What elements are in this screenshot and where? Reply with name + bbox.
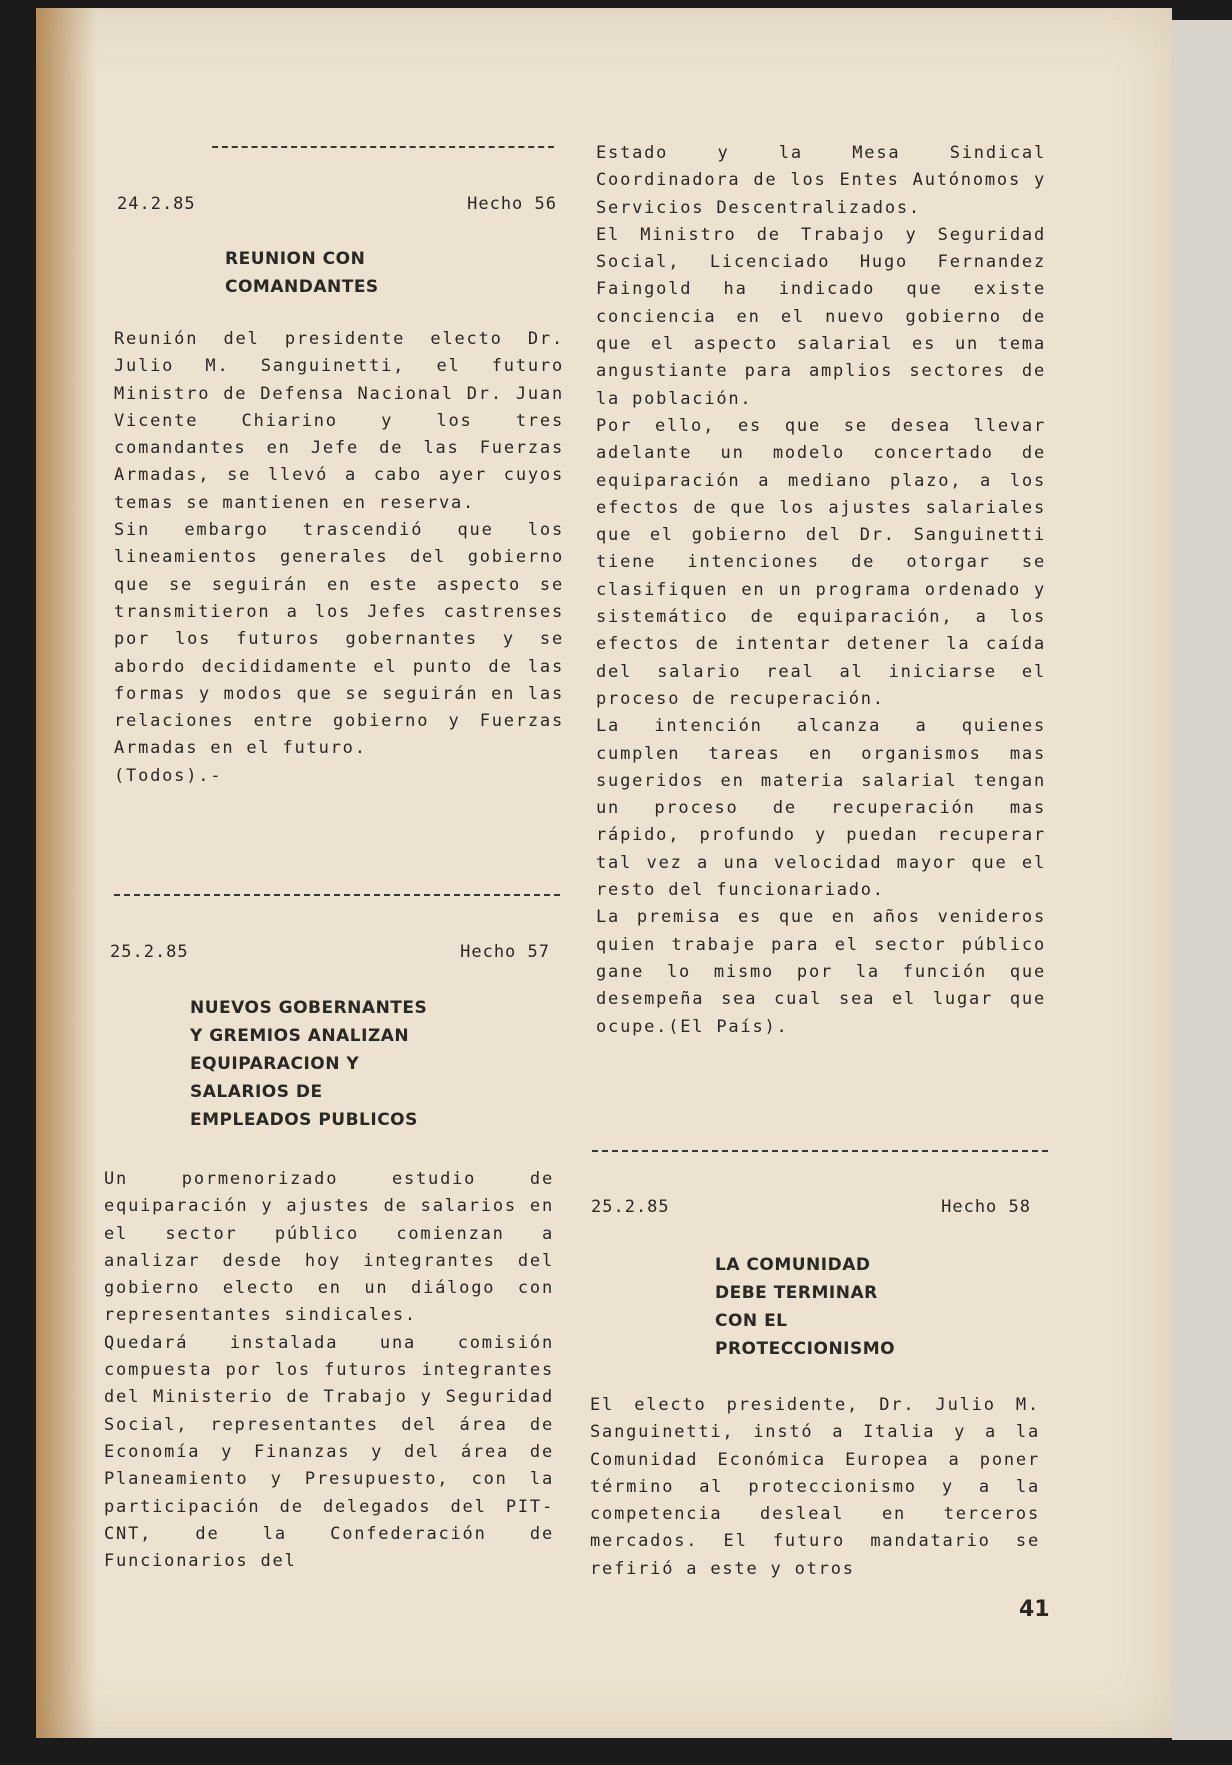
article-number: Hecho 57 <box>460 942 550 962</box>
article-body: El electo presidente, Dr. Julio M. Sanguinetti, instó a Italia y a la Comunidad Económica Europea a poner término al proteccionismo y a la competencia desleal en terceros mercados. El futuro mandatario se refirió a este y otros <box>590 1395 1040 1579</box>
article-headline: REUNION CON COMANDANTES <box>225 249 379 297</box>
article-headline: LA COMUNIDAD DEBE TERMINAR CON EL PROTECCIONISMO <box>715 1255 896 1359</box>
article-body: Reunión del presidente electo Dr. Julio M. Sanguinetti, el futuro Ministro de Defensa Nacional Dr. Juan Vicente Chiarino y los tres comandantes en Jefe de las Fuerzas Armadas, se llevó a cabo ayer cuyos temas se mantienen en reserva. Sin embargo trascendió que los lineamientos generales del gobierno que se seguirán en este aspecto se transmitieron a los Jefes castrenses por los futuros gobernantes y se abordo decididamente el punto de las formas y modos que se seguirán en las relaciones entre gobierno y Fuerzas Armadas en el futuro. (Todos).- <box>114 329 564 786</box>
page-binding-edge <box>36 8 96 1738</box>
article-header <box>117 194 557 214</box>
page-number: 41 <box>1019 1597 1050 1622</box>
separator-rule <box>212 146 554 148</box>
article-header <box>110 942 550 962</box>
separator-rule <box>592 1150 1048 1152</box>
article-date: 25.2.85 <box>591 1197 670 1217</box>
article-body: Un pormenorizado estudio de equiparación y ajustes de salarios en el sector público comienzan a analizar desde hoy integrantes del gobierno electo en un diálogo con representantes sindicales. Quedará instalada una comisión compuesta por los futuros integrantes del Ministerio de Trabajo y Seguridad Social, representantes del área de Economía y Finanzas y del área de Planeamiento y Presupuesto, con la participación de delegados del PIT-CNT, de la Confederación de Funcionarios del <box>104 1169 554 1572</box>
separator-rule <box>114 894 560 896</box>
article-date: 24.2.85 <box>117 194 196 214</box>
article-headline: NUEVOS GOBERNANTES Y GREMIOS ANALIZAN EQUIPARACION Y SALARIOS DE EMPLEADOS PUBLICOS <box>190 998 428 1130</box>
article-header <box>591 1197 1031 1217</box>
adjacent-page-edge <box>1172 20 1232 1740</box>
article-date: 25.2.85 <box>110 942 189 962</box>
article-body-continued: Estado y la Mesa Sindical Coordinadora de los Entes Autónomos y Servicios Descentralizados. El Ministro de Trabajo y Seguridad Social, Licenciado Hugo Fernandez Faingold ha indicado que existe conciencia en el nuevo gobierno de que el aspecto salarial es un tema angustiante para amplios sectores de la población. Por ello, es que se desea llevar adelante un modelo concertado de equiparación a mediano plazo, a los efectos de que los ajustes salariales que el gobierno del Dr. Sanguinetti tiene intenciones de otorgar se clasifiquen en un programa ordenado y sistemático de equiparación, a los efectos de intentar detener la caída del salario real al iniciarse el proceso de recuperación. La intención alcanza a quienes cumplen tareas en organismos mas sugeridos en materia salarial tengan un proceso de recuperación mas rápido, profundo y puedan recuperar tal vez a una velocidad mayor que el resto del funcionariado. La premisa es que en años venideros quien trabaje para el sector público gane lo mismo por la función que desempeña sea cual sea el lugar que ocupe.(El País). <box>596 143 1046 1037</box>
article-number: Hecho 58 <box>941 1197 1031 1217</box>
article-number: Hecho 56 <box>467 194 557 214</box>
